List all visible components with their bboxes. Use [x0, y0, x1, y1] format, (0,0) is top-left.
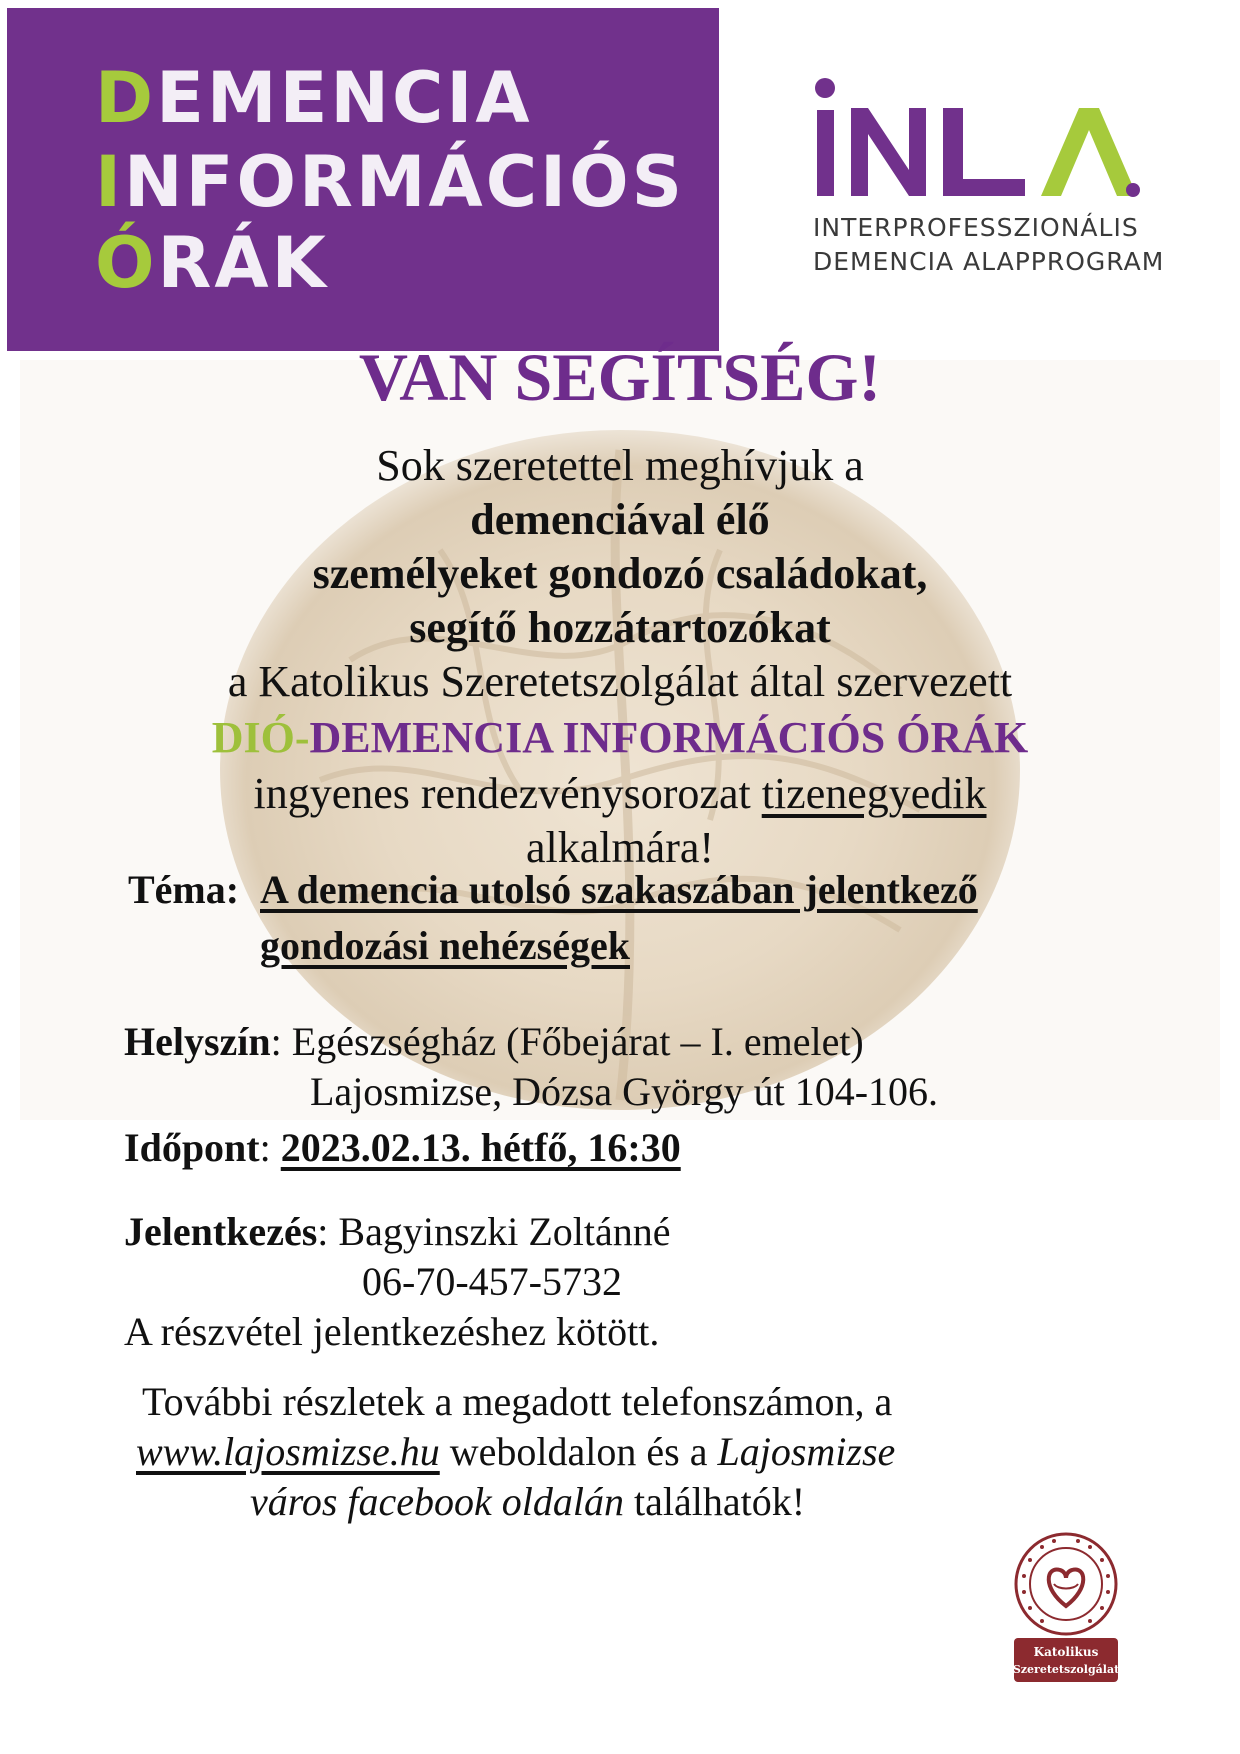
inda-logo	[815, 72, 1145, 202]
page-title: VAN SEGÍTSÉG!	[358, 339, 882, 415]
footer-line-2: www.lajosmizse.hu weboldalon és a Lajosmizse	[136, 1429, 896, 1474]
inda-subtitle-1: INTERPROFESSZIONÁLIS	[813, 213, 1139, 242]
time-row: Időpont: 2023.02.13. hétfő, 16:30	[124, 1125, 681, 1170]
invite-line-3: személyeket gondozó családokat,	[312, 549, 928, 598]
footer-line-3: város facebook oldalán találhatók!	[250, 1479, 806, 1524]
registration-phone: 06-70-457-5732	[362, 1259, 622, 1304]
inda-subtitle-2: DEMENCIA ALAPPROGRAM	[813, 247, 1165, 276]
invite-line-8: alkalmára!	[525, 823, 715, 872]
invite-line-4: segítő hozzátartozókat	[409, 603, 831, 652]
invite-line-5: a Katolikus Szeretetszolgálat által szervezett	[227, 657, 1013, 706]
seal-org-line-2: Szeretetszolgálat	[1012, 1663, 1120, 1676]
registration-note: A részvétel jelentkezéshez kötött.	[124, 1309, 660, 1354]
topic-line-2: gondozási nehézségek	[260, 923, 630, 968]
website-link[interactable]: www.lajosmizse.hu	[136, 1429, 440, 1474]
seal-org-line-1: Katolikus	[1033, 1645, 1099, 1659]
registration-row: Jelentkezés: Bagyinszki Zoltánné	[124, 1209, 671, 1254]
invite-line-7: ingyenes rendezvénysorozat tizenegyedik	[253, 769, 987, 818]
topic-line-1: A demencia utolsó szakaszában jelentkező	[260, 867, 978, 912]
event-name: DIÓ-DEMENCIA INFORMÁCIÓS ÓRÁK	[211, 713, 1029, 762]
footer-line-1: További részletek a megadott telefonszámon, a	[142, 1379, 893, 1424]
topic-label: Téma:	[128, 867, 240, 912]
invite-line-2: demenciával élő	[470, 495, 770, 544]
location-row: Helyszín: Egészségház (Főbejárat – I. emelet)	[124, 1019, 864, 1064]
banner-line-3: ÓRÁK	[95, 222, 329, 304]
katolikus-szeretetszolgalat-seal	[1012, 1530, 1120, 1685]
demencia-banner	[7, 8, 719, 351]
banner-line-2: INFORMÁCIÓS	[95, 141, 686, 223]
location-address: Lajosmizse, Dózsa György út 104-106.	[310, 1069, 939, 1114]
invite-line-1: Sok szeretettel meghívjuk a	[376, 441, 864, 490]
banner-line-1: DEMENCIA	[95, 57, 533, 139]
